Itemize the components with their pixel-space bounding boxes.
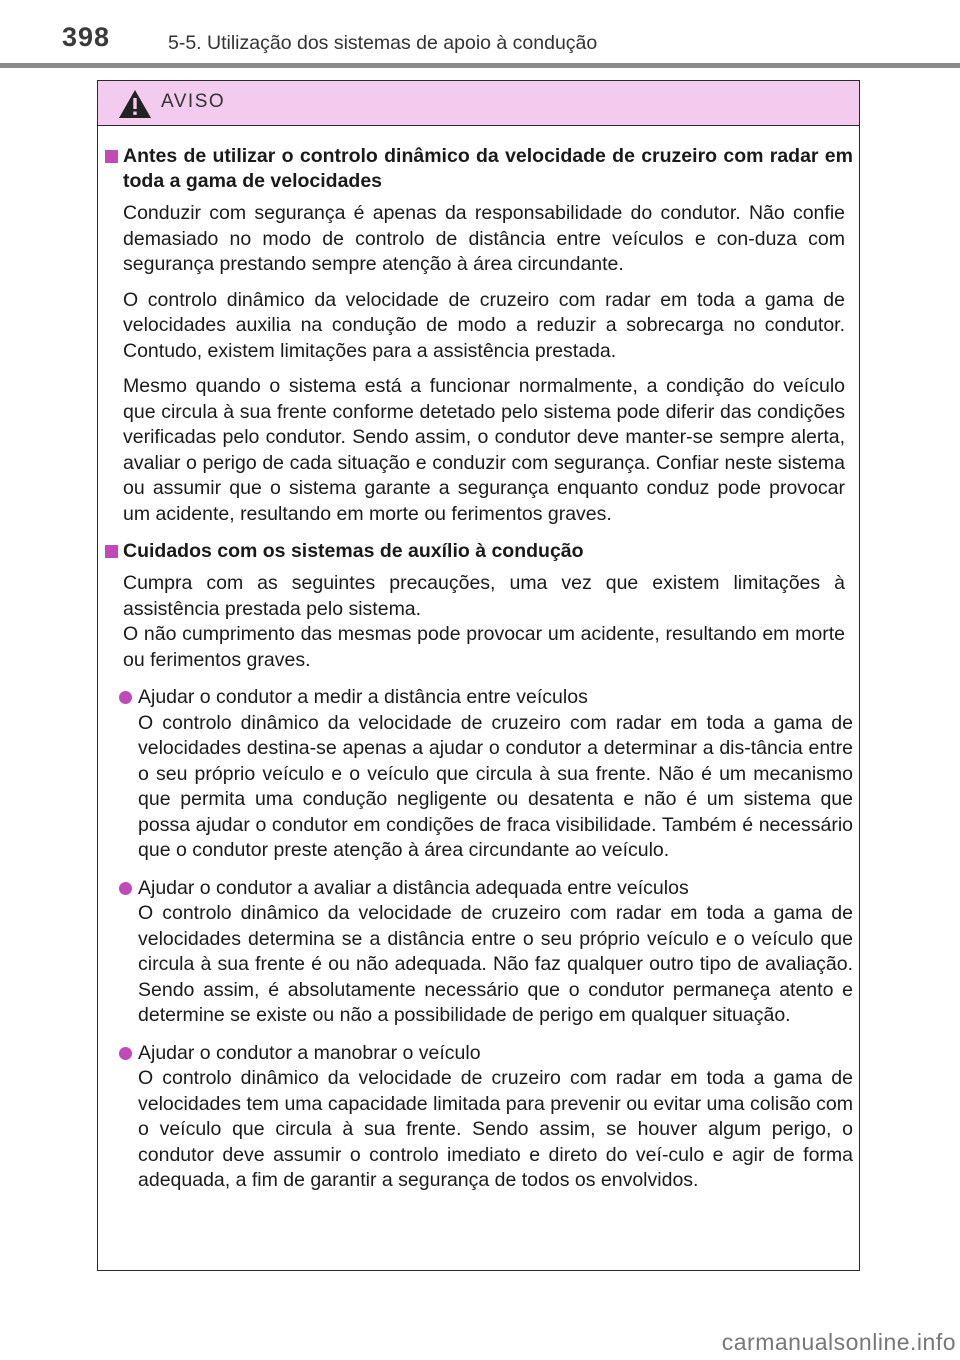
square-bullet-icon: [105, 545, 118, 558]
section-heading-text: Cuidados com os sistemas de auxílio à condução: [123, 540, 584, 562]
list-item: [117, 685, 853, 864]
list-item-text: O controlo dinâmico da velocidade de cruzeiro com radar em toda a gama de velocidades determina se a distância entre o seu próprio veículo e o veículo que circula à sua frente é ou não adequada. Não faz qualquer outro tipo de avaliação. Sendo assim, é absolutamente necessário que o condutor permaneça atento e determine se existe ou não a possibilidade de perigo em qualquer situação.: [138, 902, 853, 1026]
section-heading: [104, 144, 853, 194]
paragraph: Mesmo quando o sistema está a funcionar normalmente, a condição do veículo que circula à sua frente conforme detetado pelo sistema pode diferir das condições verificadas pelo condutor. Sendo assim, o condutor deve manter-se sempre alerta, avaliar o perigo de cada situação e conduzir com segurança. Confiar neste sistema ou assumir que o sistema garante a segurança enquanto conduz pode provocar um acidente, resultando em morte ou ferimentos graves.: [123, 375, 845, 525]
paragraph-line: Cumpra com as seguintes precauções, uma vez que existem limitações à assistência prestada pelo sistema.: [123, 572, 845, 620]
warning-content: [98, 126, 859, 1194]
warning-box: [97, 80, 860, 1271]
circle-bullet-icon: [119, 1047, 132, 1060]
list-item: [117, 876, 853, 1029]
paragraph: Conduzir com segurança é apenas da responsabilidade do condutor. Não confie demasiado no modo de controlo de distância entre veículos e con-duza com segurança prestando sempre atenção à área circundante.: [123, 202, 845, 275]
page-header: [0, 0, 960, 70]
list-item: [117, 1041, 853, 1194]
paragraph-line: O não cumprimento das mesmas pode provocar um acidente, resultando em morte ou ferimentos graves.: [123, 623, 845, 671]
list-item-title: Ajudar o condutor a avaliar a distância adequada entre veículos: [138, 876, 689, 899]
section-heading: [104, 539, 853, 564]
list-item-title: Ajudar o condutor a medir a distância entre veículos: [138, 686, 588, 708]
square-bullet-icon: [105, 150, 118, 163]
footer-watermark: carmanualsonline.info: [721, 1329, 956, 1355]
paragraph: [123, 571, 845, 673]
list-item-text: O controlo dinâmico da velocidade de cruzeiro com radar em toda a gama de velocidades tem uma capacidade limitada para prevenir ou evitar uma colisão com o veículo que circula à sua frente. Sendo assim, se houver algum perigo, o condutor deve assumir o controlo imediato e direto do veí-culo e agir de forma adequada, a fim de garantir a segurança de todos os envolvidos.: [138, 1067, 853, 1191]
page-number: 398: [62, 22, 111, 52]
header-divider: [0, 63, 960, 68]
circle-bullet-icon: [119, 691, 132, 704]
circle-bullet-icon: [119, 882, 132, 895]
list-item-title: Ajudar o condutor a manobrar o veículo: [138, 1041, 481, 1064]
warning-triangle-icon: [118, 89, 152, 119]
paragraph: O controlo dinâmico da velocidade de cruzeiro com radar em toda a gama de velocidades auxilia na condução de modo a reduzir a sobrecarga no condutor. Contudo, existem limitações para a assistência prestada.: [123, 288, 845, 362]
list-item-text: O controlo dinâmico da velocidade de cruzeiro com radar em toda a gama de velocidades destina-se apenas a ajudar o condutor a determinar a dis-tância entre o seu próprio veículo e o veículo que circula à sua frente. Não é um mecanismo que permita uma condução negligente ou desatenta e não é um sistema que possa ajudar o condutor em condições de fraca visibilidade. Também é necessário que o condutor preste atenção à área circundante ao veículo.: [138, 711, 853, 861]
section-title: 5-5. Utilização dos sistemas de apoio à condução: [168, 32, 598, 54]
warning-title: AVISO: [161, 91, 226, 112]
warning-header: [98, 81, 859, 126]
section-heading-text: Antes de utilizar o controlo dinâmico da velocidade de cruzeiro com radar em toda a gama de velocidades: [123, 145, 853, 192]
